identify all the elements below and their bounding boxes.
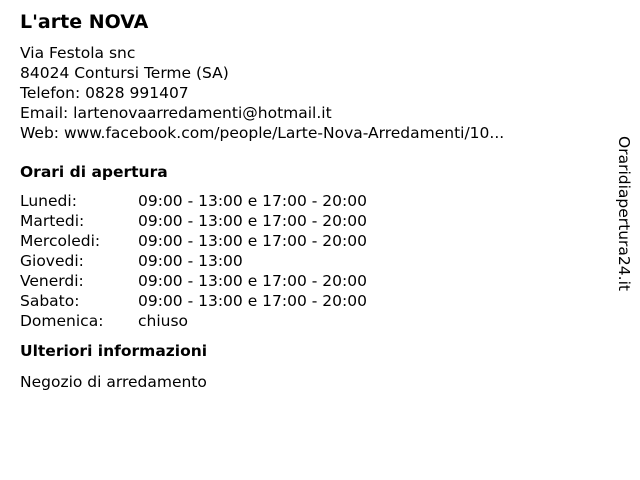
business-card [20,10,610,392]
day-label: Mercoledi: [20,232,101,250]
time-value: 09:00 - 13:00 e 17:00 - 20:00 [138,272,367,290]
time-value: chiuso [138,312,189,330]
info-text: Negozio di arredamento [20,373,207,391]
hours-row-thursday [20,251,610,271]
day-label: Venerdi: [20,272,84,290]
hours-heading: Orari di apertura [20,163,168,181]
contact-block [20,43,610,143]
info-heading: Ulteriori informazioni [20,342,208,360]
day-label: Lunedi: [20,192,77,210]
day-label: Giovedi: [20,252,84,270]
day-label: Martedi: [20,212,85,230]
web-text: Web: www.facebook.com/people/Larte-Nova-Arredamenti/10... [20,124,505,142]
time-value: 09:00 - 13:00 e 17:00 - 20:00 [138,212,367,230]
day-label: Sabato: [20,292,80,310]
hours-row-wednesday [20,231,610,251]
hours-row-friday [20,271,610,291]
business-name: L'arte NOVA [20,11,149,33]
hours-row-sunday [20,311,610,331]
address-street: Via Festola snc [20,44,136,62]
site-watermark: Oraridiapertura24.it [615,136,633,291]
time-value: 09:00 - 13:00 [138,252,243,270]
address-city: 84024 Contursi Terme (SA) [20,64,229,82]
hours-row-tuesday [20,211,610,231]
phone-text: Telefon: 0828 991407 [20,84,189,102]
day-label: Domenica: [20,312,104,330]
time-value: 09:00 - 13:00 e 17:00 - 20:00 [138,292,367,310]
time-value: 09:00 - 13:00 e 17:00 - 20:00 [138,232,367,250]
hours-row-saturday [20,291,610,311]
email-text: Email: lartenovaarredamenti@hotmail.it [20,104,332,122]
hours-row-monday [20,191,610,211]
time-value: 09:00 - 13:00 e 17:00 - 20:00 [138,192,367,210]
hours-table [20,191,610,331]
